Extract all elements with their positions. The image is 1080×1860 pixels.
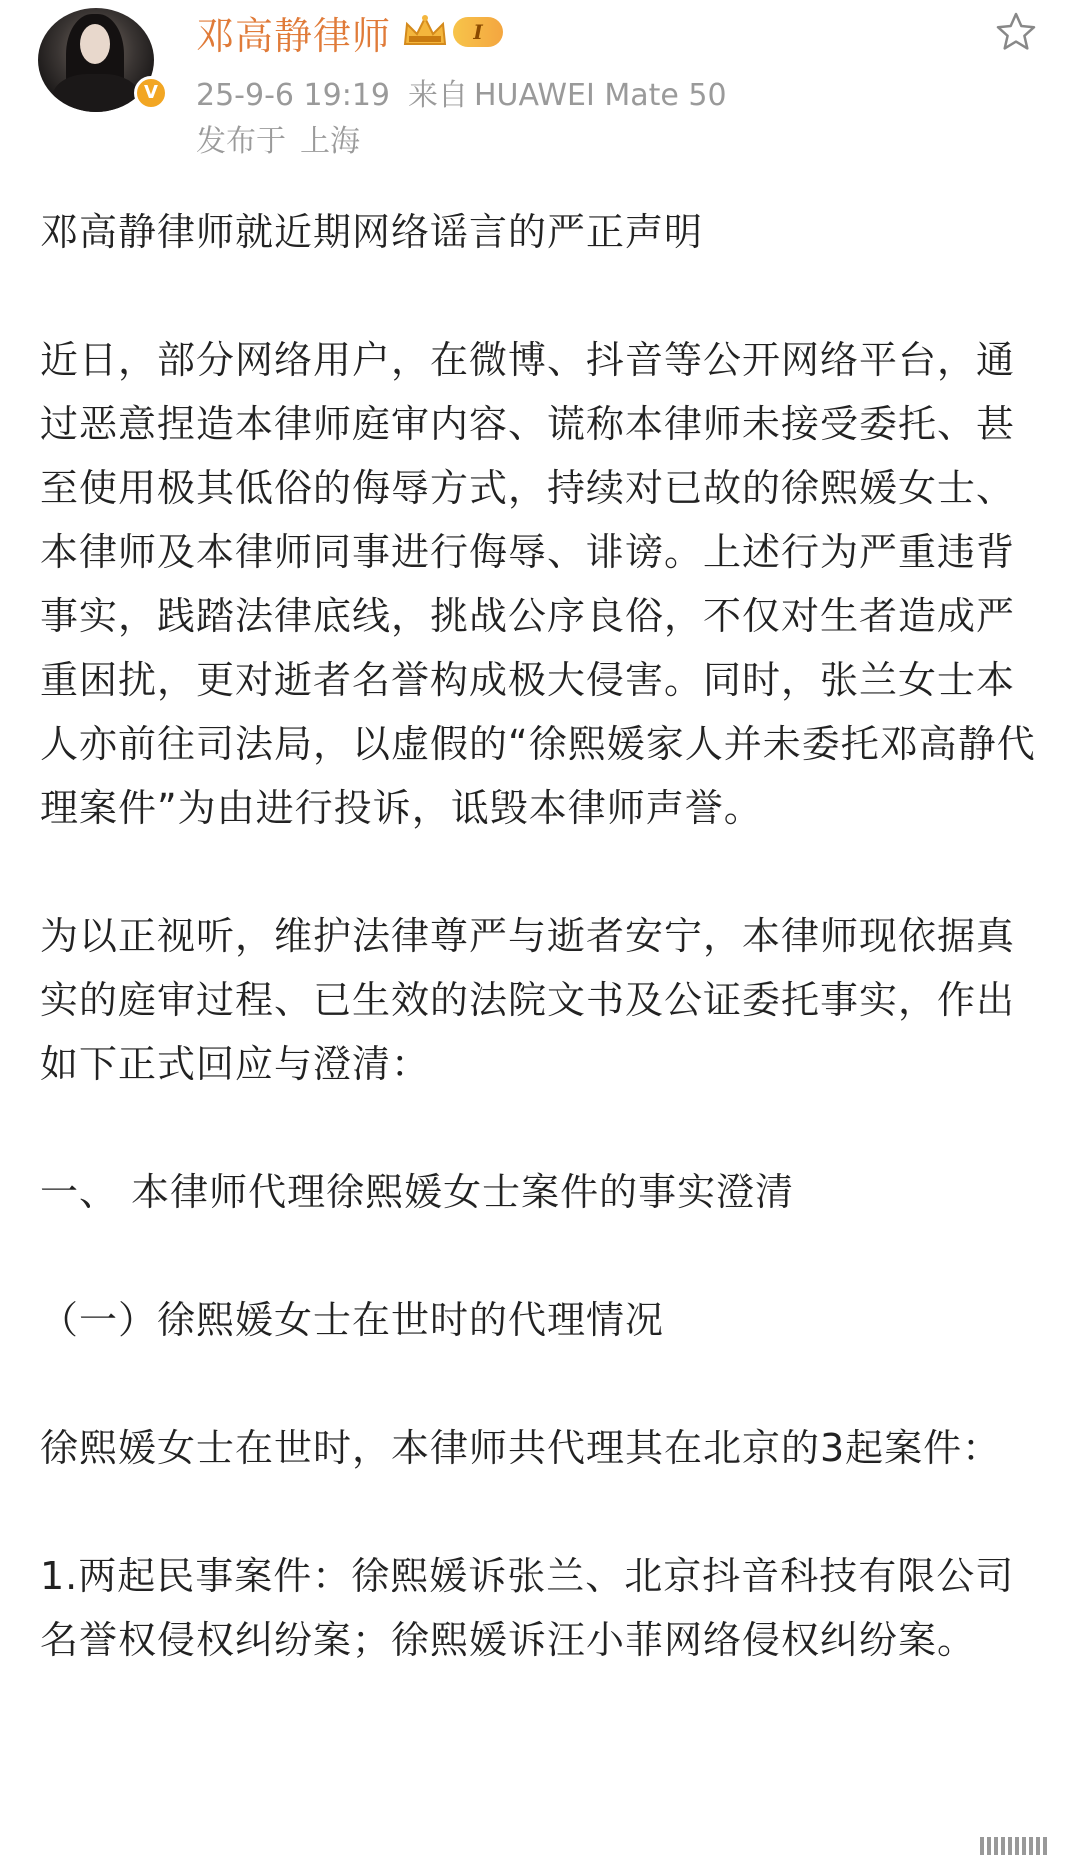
- post-source-prefix: 来自: [408, 78, 468, 113]
- spacer: [40, 1224, 1040, 1288]
- location-prefix: 发布于: [196, 124, 286, 159]
- crown-icon: [401, 14, 449, 50]
- post-device: HUAWEI Mate 50: [474, 78, 727, 113]
- verified-badge-icon: V: [134, 76, 168, 110]
- spacer: [40, 840, 1040, 904]
- paragraph-civil-cases: 1.两起民事案件：徐熙媛诉张兰、北京抖音科技有限公司名誉权侵权纠纷案；徐熙媛诉汪小菲网络侵权纠纷案。: [40, 1554, 1015, 1662]
- avatar-face: [80, 24, 110, 64]
- avatar-body: [52, 74, 140, 112]
- spacer: [40, 1480, 1040, 1544]
- member-level-badge[interactable]: I: [453, 17, 503, 47]
- paragraph-response: 为以正视听，维护法律尊严与逝者安宁，本律师现依据真实的庭审过程、已生效的法院文书及公证委托事实，作出如下正式回应与澄清：: [40, 914, 1016, 1086]
- post-datetime: 25-9-6 19:19: [196, 78, 390, 113]
- post-meta: [196, 70, 727, 114]
- username-row: [196, 6, 503, 58]
- author-name[interactable]: 邓高静律师: [196, 13, 392, 58]
- watermark-bars: [980, 1836, 1070, 1856]
- spacer: [40, 1096, 1040, 1160]
- post-location: [196, 116, 360, 160]
- subsection-heading-1: （一）徐熙媛女士在世时的代理情况: [40, 1298, 665, 1342]
- spacer: [40, 264, 1040, 328]
- location-value: 上海: [300, 124, 360, 159]
- paragraph-cases: 徐熙媛女士在世时，本律师共代理其在北京的3起案件：: [40, 1426, 1002, 1470]
- post-body: [40, 200, 1040, 1672]
- section-heading-1: 一、 本律师代理徐熙媛女士案件的事实澄清: [40, 1170, 795, 1214]
- paragraph-intro: 近日，部分网络用户，在微博、抖音等公开网络平台，通过恶意捏造本律师庭审内容、谎称本律师未接受委托、甚至使用极其低俗的侮辱方式，持续对已故的徐熙媛女士、本律师及本律师同事进行侮辱、诽谤。上述行为严重违背事实，践踏法律底线，挑战公序良俗，不仅对生者造成严重困扰，更对逝者名誉构成极大侵害。同时，张兰女士本人亦前往司法局，以虚假的“徐熙媛家人并未委托邓高静代理案件”为由进行投诉，诋毁本律师声誉。: [40, 338, 1036, 830]
- statement-title: 邓高静律师就近期网络谣言的严正声明: [40, 210, 704, 254]
- star-outline-icon[interactable]: [994, 10, 1038, 54]
- post-header: [0, 0, 1080, 170]
- spacer: [40, 1352, 1040, 1416]
- author-avatar-wrap[interactable]: [38, 8, 158, 116]
